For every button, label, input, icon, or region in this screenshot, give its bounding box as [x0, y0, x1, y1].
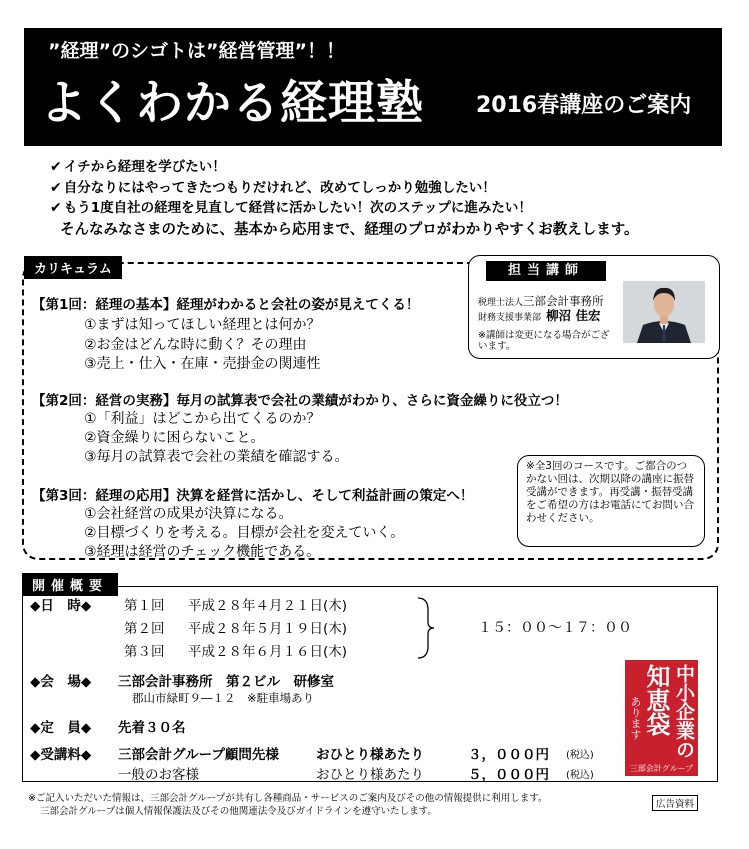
instructor-name: 柳沼 佳宏: [546, 308, 601, 323]
session-1-no: 第１回: [124, 598, 165, 614]
fee-2-tax: (税込): [566, 770, 594, 781]
lesson-2-item-2: ②資金繰りに困らないこと。: [84, 430, 265, 446]
session-1-date: 平成２８年４月２１日(木): [188, 598, 348, 614]
lesson-3-item-3: ③経理は経営のチェック機能である。: [84, 544, 321, 560]
header-banner: [24, 28, 722, 146]
check-icon: ✔: [50, 180, 62, 196]
curriculum-label: カリキュラム: [24, 256, 122, 279]
instructor-photo: [623, 281, 705, 343]
lesson-1-heading: 【第1回：経理の基本】経理がわかると会社の姿が見えてくる！: [32, 297, 420, 313]
fee-2-who: 一般のお客様: [118, 767, 199, 783]
lesson-1-item-1: ①まずは知ってほしい経理とは何か？: [84, 317, 321, 333]
intro-point-2: ✔ 自分なりにはやってきたつもりだけれど、改めてしっかり勉強したい！: [50, 180, 496, 196]
footer-line-1: ※ご記入いただいた情報は、三部会計グループが共有し各種商品・サービスのご案内及びその他の情報提供に利用します。: [28, 793, 548, 804]
lesson-3-item-1: ①会社経営の成果が決算になる。: [84, 506, 293, 522]
intro-point-3: ✔ もう1度自社の経理を見直して経営に活かしたい！次のステップに進みたい！: [50, 200, 532, 216]
date-label: ◆日 時◆: [30, 598, 92, 614]
overview-label: 開催概要: [22, 573, 118, 596]
lesson-3-heading: 【第3回：経理の応用】決算を経営に活かし、そして利益計画の策定へ！: [32, 488, 474, 504]
venue-name: 三部会計事務所 第２ビル 研修室: [118, 674, 334, 690]
lesson-1-item-3: ③売上・仕入・在庫・売掛金の関連性: [84, 356, 321, 372]
session-time: １５：００～１７：００: [478, 620, 632, 636]
page-subtitle: 2016春講座のご案内: [476, 93, 692, 118]
capacity-value: 先着３０名: [118, 720, 186, 736]
fee-1-who: 三部会計グループ顧問先様: [118, 747, 279, 763]
intro-point-1: ✔ イチから経理を学びたい！: [50, 159, 226, 175]
brace-icon: [414, 596, 438, 660]
lesson-2-item-3: ③毎月の試算表で会社の業績を確認する。: [84, 449, 349, 465]
venue-address: 郡山市緑町９―１２ ※駐車場あり: [132, 691, 315, 705]
course-note: ※全3回のコースです。ご都合のつかない回は、次期以降の講座に振替受講ができます。再受講・振替受講をご希望の方はお電話にてお問い合わせください。: [517, 455, 705, 547]
lesson-2-item-1: ①「利益」はどこから出てくるのか？: [84, 411, 321, 427]
lesson-2-heading: 【第2回：経営の実務】毎月の試算表で会社の業績がわかり、さらに資金繰りに役立つ！: [32, 393, 568, 409]
instructor-name-line: 財務支援事業部 柳沼 佳宏: [478, 308, 601, 323]
instructor-title: 担当講師: [486, 261, 606, 281]
check-icon: ✔: [50, 200, 62, 216]
header-tagline: ”経理”のシゴトは”経営管理”！！: [48, 40, 345, 62]
venue-label: ◆会 場◆: [30, 674, 92, 690]
session-2-no: 第２回: [124, 621, 165, 637]
lesson-3-item-2: ②目標づくりを考える。目標が会社を変えていく。: [84, 525, 405, 541]
footer-line-2: 三部会計グループは個人情報保護法及びその他関連法令及びガイドラインを遵守いたします。: [40, 806, 437, 817]
ad-label: 広告資料: [652, 795, 698, 811]
session-3-date: 平成２８年６月１６日(木): [188, 644, 348, 660]
fee-2-per: おひとり様あたり: [316, 767, 424, 783]
fee-1-per: おひとり様あたり: [316, 747, 424, 763]
session-3-no: 第３回: [124, 644, 165, 660]
check-icon: ✔: [50, 159, 62, 175]
session-2-date: 平成２８年５月１９日(木): [188, 621, 348, 637]
instructor-note: ※講師は変更になる場合がございます。: [478, 330, 610, 352]
capacity-label: ◆定 員◆: [30, 720, 92, 736]
chie-bukuro-seal: 中小企業の 知恵袋 あります 三部会計グループ: [625, 660, 698, 776]
intro-summary: そんなみなさまのために、基本から応用まで、経理のプロがわかりやすくお教えします。: [60, 222, 639, 238]
instructor-org: 税理士法人三部会計事務所: [478, 294, 604, 308]
fee-label: ◆受講料◆: [30, 747, 92, 763]
fee-2-price: ５，０００円: [468, 767, 549, 783]
lesson-1-item-2: ②お金はどんな時に動く？その理由: [84, 337, 307, 353]
page-title: よくわかる経理塾: [40, 76, 424, 131]
fee-1-tax: (税込): [566, 750, 594, 761]
fee-1-price: ３，０００円: [468, 747, 549, 763]
